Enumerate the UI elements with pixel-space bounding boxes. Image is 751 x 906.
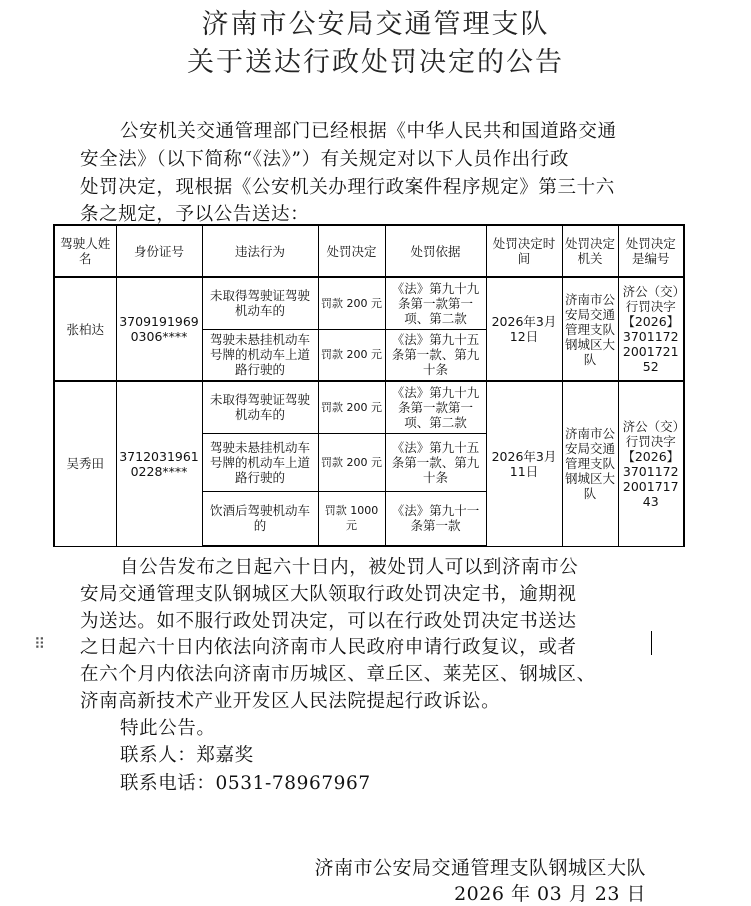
penalty-table xyxy=(53,224,685,547)
intro-line-1: 公安机关交通管理部门已经根据《中华人民共和国道路交通 xyxy=(120,121,617,142)
id-number: 37120319610228**** xyxy=(116,381,202,546)
decision-date: 2026年3月12日 xyxy=(486,277,562,381)
header-driver-name: 驾驶人姓名 xyxy=(54,225,116,277)
table-row xyxy=(54,277,684,329)
closing-text: 特此公告。 xyxy=(120,718,216,739)
signature-date: 2026 年 03 月 23 日 xyxy=(454,883,646,905)
violation-act: 驾驶未悬挂机动车号牌的机动车上道路行驶的 xyxy=(202,329,318,381)
intro-line-3: 处罚决定，现根据《公安机关办理行政案件程序规定》第三十六 xyxy=(80,177,615,198)
decision-organ: 济南市公安局交通管理支队钢城区大队 xyxy=(562,381,618,546)
body-line-4: 之日起六十日内依法向济南市人民政府申请行政复议，或者 xyxy=(80,637,577,658)
body-line-1: 自公告发布之日起六十日内，被处罚人可以到济南市公 xyxy=(120,557,579,578)
intro-line-4: 条之规定，予以公告送达： xyxy=(80,204,310,225)
penalty-amount: 罚款 200 元 xyxy=(318,381,385,433)
driver-name: 吴秀田 xyxy=(54,381,116,546)
decision-number: 济公（交）行罚决字【2026】3701172200171743 xyxy=(618,381,684,546)
header-decision-number: 处罚决定是编号 xyxy=(618,225,684,277)
violation-act: 未取得驾驶证驾驶机动车的 xyxy=(202,277,318,329)
violation-act: 饮酒后驾驶机动车的 xyxy=(202,491,318,546)
decision-number: 济公（交）行罚决字【2026】3701172200172152 xyxy=(618,277,684,381)
penalty-basis: 《法》第九十一条第一款 xyxy=(385,491,486,546)
violation-act: 未取得驾驶证驾驶机动车的 xyxy=(202,381,318,433)
signature-org: 济南市公安局交通管理支队钢城区大队 xyxy=(314,857,646,879)
contact-phone: 联系电话：0531-78967967 xyxy=(120,773,371,794)
penalty-basis: 《法》第九十九条第一款第一项、第二款 xyxy=(385,277,486,329)
text-cursor xyxy=(651,631,652,655)
penalty-amount: 罚款 1000元 xyxy=(318,491,385,546)
body-line-2: 安局交通管理支队钢城区大队领取行政处罚决定书，逾期视 xyxy=(80,584,577,605)
penalty-amount: 罚款 200 元 xyxy=(318,277,385,329)
drag-handle-icon[interactable]: ⠿ xyxy=(34,635,45,653)
violation-act: 驾驶未悬挂机动车号牌的机动车上道路行驶的 xyxy=(202,433,318,491)
body-line-6: 济南高新技术产业开发区人民法院提起行政诉讼。 xyxy=(80,691,501,712)
notice-title-line1: 济南市公安局交通管理支队 xyxy=(201,9,550,40)
header-decision-date: 处罚决定时间 xyxy=(486,225,562,277)
body-line-5: 在六个月内依法向济南市历城区、章丘区、莱芜区、钢城区、 xyxy=(80,664,596,685)
table-row xyxy=(54,381,684,433)
contact-person: 联系人：郑嘉奖 xyxy=(120,745,254,766)
penalty-basis: 《法》第九十五条第一款、第九十条 xyxy=(385,329,486,381)
driver-name: 张柏达 xyxy=(54,277,116,381)
id-number: 37091919690306**** xyxy=(116,277,202,381)
header-id-number: 身份证号 xyxy=(116,225,202,277)
intro-line-2: 安全法》（以下简称“《法》”）有关规定对以下人员作出行政 xyxy=(80,149,569,170)
penalty-amount: 罚款 200 元 xyxy=(318,433,385,491)
body-line-3: 为送达。如不服行政处罚决定，可以在行政处罚决定书送达 xyxy=(80,611,577,632)
header-decision-organ: 处罚决定机关 xyxy=(562,225,618,277)
penalty-basis: 《法》第九十九条第一款第一项、第二款 xyxy=(385,381,486,433)
header-basis: 处罚依据 xyxy=(385,225,486,277)
penalty-amount: 罚款 200 元 xyxy=(318,329,385,381)
header-violation: 违法行为 xyxy=(202,225,318,277)
header-penalty: 处罚决定 xyxy=(318,225,385,277)
decision-date: 2026年3月11日 xyxy=(486,381,562,546)
penalty-basis: 《法》第九十五条第一款、第九十条 xyxy=(385,433,486,491)
decision-organ: 济南市公安局交通管理支队钢城区大队 xyxy=(562,277,618,381)
notice-title-line2: 关于送达行政处罚决定的公告 xyxy=(187,47,564,78)
